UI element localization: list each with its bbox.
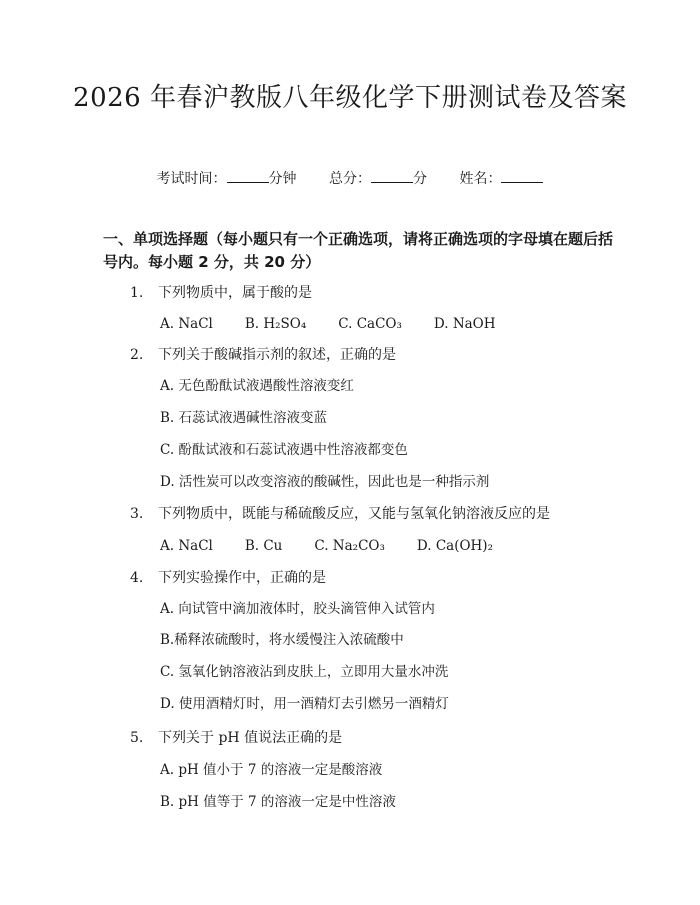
question-1 xyxy=(130,283,312,303)
question-4 xyxy=(130,568,326,588)
name-blank xyxy=(501,170,543,183)
option-d: D. 使用酒精灯时，用一酒精灯去引燃另一酒精灯 xyxy=(160,696,449,712)
option-a: A. NaCl xyxy=(160,316,213,332)
option-a: A. pH 值小于 7 的溶液一定是酸溶液 xyxy=(160,762,383,778)
option-d: D. NaOH xyxy=(433,316,496,332)
question-number: 3. xyxy=(130,506,144,522)
option-c: C. CaCO₃ xyxy=(338,316,402,332)
question-stem: 下列关于酸碱指示剂的叙述，正确的是 xyxy=(158,347,396,363)
option-b: B. 石蕊试液遇碱性溶液变蓝 xyxy=(160,410,328,426)
question-stem: 下列实验操作中，正确的是 xyxy=(158,570,326,586)
time-unit: 分钟 xyxy=(268,171,297,187)
option-b: B.稀释浓硫酸时，将水缓慢注入浓硫酸中 xyxy=(160,632,404,648)
question-stem: 下列关于 pH 值说法正确的是 xyxy=(158,730,343,746)
exam-time xyxy=(157,171,297,187)
question-3 xyxy=(130,504,550,524)
page-title: 2026 年春沪教版八年级化学下册测试卷及答案 xyxy=(73,83,627,113)
score-blank xyxy=(371,170,413,183)
time-blank xyxy=(227,170,269,183)
option-a: A. 向试管中滴加液体时，胶头滴管伸入试管内 xyxy=(160,601,435,617)
question-number: 2. xyxy=(130,347,144,363)
question-1-options xyxy=(160,314,528,334)
option-d: D. 活性炭可以改变溶液的酸碱性，因此也是一种指示剂 xyxy=(160,474,490,490)
time-label: 考试时间： xyxy=(156,171,227,187)
question-number: 5. xyxy=(130,730,144,746)
question-number: 1. xyxy=(130,285,144,301)
option-b: B. pH 值等于 7 的溶液一定是中性溶液 xyxy=(160,794,396,810)
option-b: B. H₂SO₄ xyxy=(244,316,307,332)
question-3-options xyxy=(160,536,525,556)
question-number: 4. xyxy=(130,570,144,586)
score-label: 总分： xyxy=(329,171,371,187)
question-5 xyxy=(130,728,342,748)
option-a: A. 无色酚酞试液遇酸性溶液变红 xyxy=(160,378,354,394)
exam-info-line xyxy=(0,168,700,188)
option-d: D. Ca(OH)₂ xyxy=(416,538,493,554)
option-c: C. Na₂CO₃ xyxy=(314,538,385,554)
student-name xyxy=(459,171,543,187)
question-2 xyxy=(130,345,396,365)
option-b: B. Cu xyxy=(244,538,283,554)
name-label: 姓名： xyxy=(459,171,502,187)
score-unit: 分 xyxy=(413,171,427,187)
question-stem: 下列物质中，属于酸的是 xyxy=(158,285,312,301)
option-c: C. 酚酞试液和石蕊试液遇中性溶液都变色 xyxy=(160,442,408,458)
section-heading: 一、单项选择题（每小题只有一个正确选项，请将正确选项的字母填在题后括号内。每小题 2 分，共 20 分） xyxy=(103,230,614,271)
question-stem: 下列物质中，既能与稀硫酸反应，又能与氢氧化钠溶液反应的是 xyxy=(158,506,550,522)
total-score xyxy=(329,171,427,187)
option-c: C. 氢氧化钠溶液沾到皮肤上，立即用大量水冲洗 xyxy=(160,664,449,680)
option-a: A. NaCl xyxy=(160,538,213,554)
